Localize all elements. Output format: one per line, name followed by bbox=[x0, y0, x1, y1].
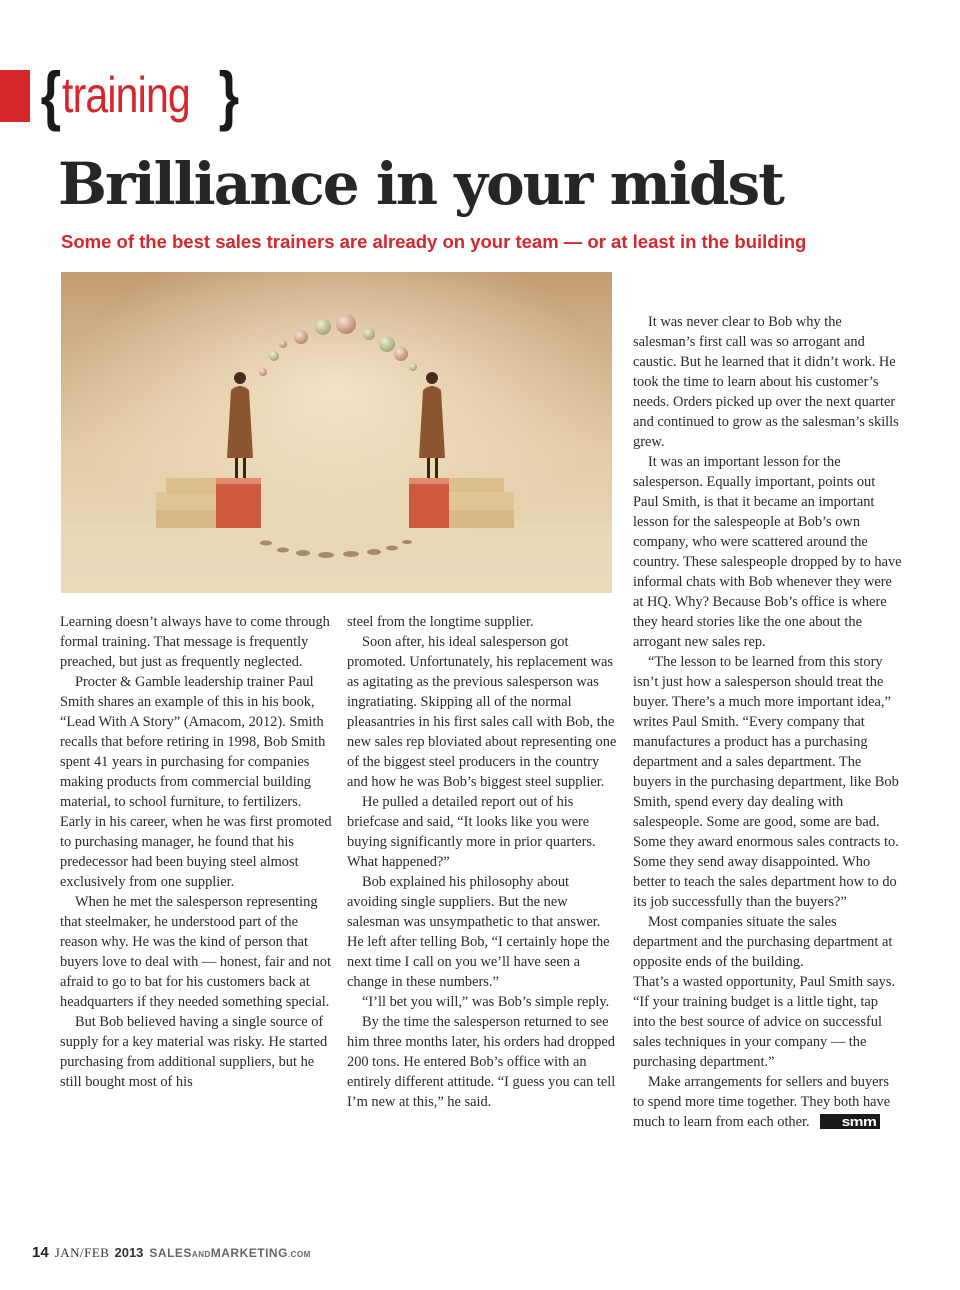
issue-year: 2013 bbox=[114, 1245, 144, 1260]
brand-sales: SALES bbox=[149, 1246, 192, 1260]
paragraph: steel from the longtime supplier. bbox=[347, 614, 534, 630]
subhead: Some of the best sales trainers are already on your team — or at least in the building bbox=[61, 231, 807, 252]
paragraph: Procter & Gamble leadership trainer Paul Smith shares an example of this in his book, “Lead With A Story” (Amacom, 2012). Smith recalls that before retiring in 1998, Bob Smith spent 41 years in purchasing for companies making products from commercial building material, to school furniture, to fertilizers. Early in his career, when he was first promoted to purchasing manager, he found that his predecessor had been buying steel almost exclusively from one supplier. bbox=[60, 674, 332, 890]
article-column-3 bbox=[633, 312, 903, 1132]
paragraph: He pulled a detailed report out of his briefcase and said, “It looks like you were buying significantly more in prior quarters. What happened?” bbox=[347, 794, 596, 870]
paragraph: It was never clear to Bob why the salesman’s first call was so arrogant and caustic. But he learned that it didn’t work. He took the time to learn about his customer’s needs. Orders picked up over the next quarter and continued to grow as the salesman’s skills grew. bbox=[633, 314, 899, 450]
paragraph: It was an important lesson for the salesperson. Equally important, points out Paul Smith, is that it became an important lesson for the salespeople at Bob’s own company, who were scattered around the country. These salespeople dropped by to have informal chats with Bob whenever they were at HQ. Why? Because Bob’s office is where they heard stories like the one about the arrogant new sales rep. bbox=[633, 454, 902, 650]
paragraph-text: Make arrangements for sellers and buyers to spend more time together. They both have much to learn from each other. bbox=[633, 1074, 891, 1130]
open-brace: { bbox=[40, 58, 62, 132]
paragraph: “I’ll bet you will,” was Bob’s simple reply. bbox=[362, 994, 610, 1010]
paragraph: “The lesson to be learned from this story isn’t just how a salesperson should treat the buyer. There’s a much more important idea,” writes Paul Smith. “Every company that manufactures a product has a purchasing department and a sales department. The buyers in the purchasing department, like Bob Smith, spend every day dealing with salespeople. Some are good, some are bad. Some they award enormous sales contracts to. Some they send away disappointed. Who better to teach the sales department how to do its job successfully than the buyers?” bbox=[633, 654, 899, 910]
section-color-bar bbox=[0, 70, 30, 122]
headline: Brilliance in your midst bbox=[58, 150, 783, 218]
section-label bbox=[38, 60, 241, 130]
end-mark-logo: smm bbox=[820, 1114, 880, 1129]
paragraph: Learning doesn’t always have to come through formal training. That message is frequently preached, but just as frequently neglected. bbox=[60, 614, 330, 670]
paragraph: Most companies situate the sales department and the purchasing department at opposite ends of the building. bbox=[633, 914, 893, 970]
paragraph: When he met the salesperson representing that steelmaker, he understood part of the reason why. He was the kind of person that buyers love to deal with — honest, fair and not afraid to go to bat for his customers back at headquarters if they needed something special. bbox=[60, 894, 331, 1010]
paragraph: Bob explained his philosophy about avoiding single suppliers. But the new salesman was unsympathetic to that answer. He left after telling Bob, “I certainly hope the next time I call on you we’ll have seen a change in these numbers.” bbox=[347, 874, 610, 990]
paragraph: That’s a wasted opportunity, Paul Smith says. “If your training budget is a little tight, tap into the best source of advice on successful sales techniques in your company — the purchasing department.” bbox=[633, 974, 896, 1070]
section-word: training bbox=[61, 67, 190, 123]
article-column-1 bbox=[60, 612, 332, 1092]
paragraph: Soon after, his ideal salesperson got promoted. Unfortunately, his replacement was as agitating as the previous salesperson was ingratiating. Skipping all of the normal pleasantries in his first sales call with Bob, the new sales rep bloviated about representing one of the biggest steel producers in the country and how he was Bob’s biggest steel supplier. bbox=[347, 634, 617, 790]
brand-and: AND bbox=[191, 1250, 211, 1259]
page-footer bbox=[32, 1244, 311, 1261]
paragraph: But Bob believed having a single source of supply for a key material was risky. He started purchasing from additional suppliers, but he still bought most of his bbox=[60, 1014, 328, 1090]
brand-tld: .COM bbox=[287, 1250, 311, 1259]
last-paragraph bbox=[633, 1072, 903, 1132]
close-brace: } bbox=[218, 58, 239, 132]
page-number: 14 bbox=[32, 1244, 49, 1261]
illustration bbox=[61, 272, 612, 593]
website-brand bbox=[149, 1246, 310, 1260]
paragraph: By the time the salesperson returned to see him three months later, his orders had dropped 200 tons. He entered Bob’s office with an entirely different attitude. “I guess you can tell I’m new at this,” he said. bbox=[347, 1014, 616, 1110]
issue-date: JAN/FEB bbox=[54, 1245, 110, 1260]
brand-marketing: MARKETING bbox=[210, 1246, 288, 1260]
article-column-2 bbox=[347, 612, 619, 1112]
